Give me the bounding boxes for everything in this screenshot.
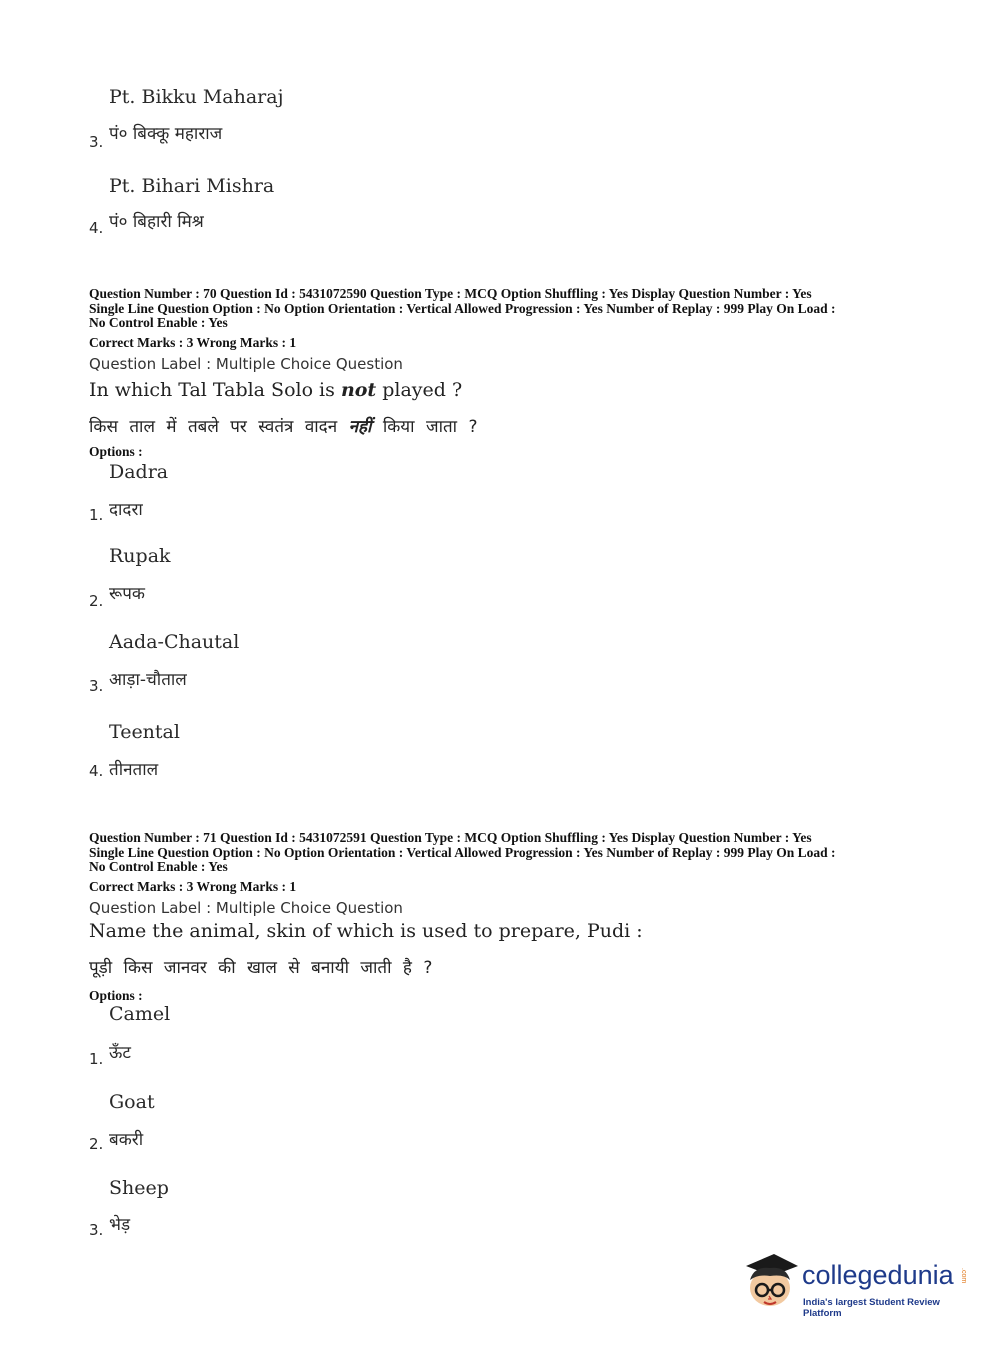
question-text-english [89, 379, 462, 401]
option-1-number: 1. [89, 506, 104, 524]
option-2-hindi[interactable]: बकरी [109, 1130, 144, 1150]
meta-line-1: Question Number : 71 Question Id : 5431072591 Question Type : MCQ Option Shuffling : Yes Display Question Number : Yes [89, 830, 812, 845]
question-text-hindi: पूड़ी किस जानवर की खाल से बनायी जाती है ? [89, 958, 433, 978]
option-1-english[interactable]: Camel [109, 1003, 171, 1025]
option-1-hindi[interactable]: दादरा [109, 500, 143, 520]
meta-line-3: No Control Enable : Yes [89, 859, 228, 874]
options-label: Options : [89, 444, 143, 459]
question-text-hindi [89, 414, 478, 437]
meta-line-2: Single Line Question Option : No Option Orientation : Vertical Allowed Progression : Yes Number of Replay : 999 Play On Load : [89, 844, 836, 860]
options-label: Options : [89, 988, 143, 1003]
option-3-english[interactable]: Aada-Chautal [109, 631, 240, 653]
option-1-hindi[interactable]: ऊँट [109, 1043, 131, 1063]
question-marks: Correct Marks : 3 Wrong Marks : 1 [89, 335, 297, 350]
question-meta [89, 831, 919, 875]
option-3-hindi: पं० बिक्कू महाराज [109, 124, 223, 144]
meta-line-1: Question Number : 70 Question Id : 5431072590 Question Type : MCQ Option Shuffling : Yes Display Question Number : Yes [89, 286, 812, 301]
option-3-number: 3. [89, 677, 104, 695]
option-4-number: 4. [89, 762, 104, 780]
option-4-english: Pt. Bihari Mishra [109, 175, 275, 197]
meta-line-3: No Control Enable : Yes [89, 315, 228, 330]
option-1-number: 1. [89, 1050, 104, 1068]
question-label: Question Label : Multiple Choice Question [89, 355, 403, 373]
logo-tagline: India's largest Student Review Platform [803, 1297, 940, 1319]
option-3-number: 3. [89, 1221, 104, 1239]
option-4-number: 4. [89, 219, 104, 237]
option-2-number: 2. [89, 1135, 104, 1153]
option-2-english[interactable]: Goat [109, 1091, 155, 1113]
question-text-hi-part: किया जाता ? [371, 417, 478, 437]
option-4-hindi[interactable]: तीनताल [109, 760, 159, 780]
option-3-hindi[interactable]: आड़ा-चौताल [109, 670, 187, 690]
question-text-english: Name the animal, skin of which is used to prepare, Pudi : [89, 920, 643, 942]
option-4-english[interactable]: Teental [109, 721, 180, 743]
option-2-number: 2. [89, 592, 104, 610]
option-4-hindi: पं० बिहारी मिश्र [109, 212, 204, 232]
option-2-english[interactable]: Rupak [109, 545, 171, 567]
option-3-english: Pt. Bikku Maharaj [109, 86, 284, 108]
option-2-hindi[interactable]: रूपक [109, 584, 145, 604]
question-text-en-part: In which Tal Tabla Solo is [89, 379, 341, 401]
logo-wordmark: collegedunia [802, 1260, 954, 1290]
option-3-hindi[interactable]: भेड़ [109, 1215, 131, 1235]
collegedunia-logo [740, 1248, 970, 1318]
question-text-en-part: played ? [376, 379, 463, 401]
option-3-number: 3. [89, 133, 104, 151]
question-label: Question Label : Multiple Choice Question [89, 899, 403, 917]
question-text-en-emphasis: not [340, 379, 377, 401]
option-1-english[interactable]: Dadra [109, 461, 169, 483]
mascot-icon [740, 1250, 802, 1312]
option-3-english[interactable]: Sheep [109, 1177, 169, 1199]
question-text-hi-emphasis: नहीं [348, 417, 372, 437]
question-marks: Correct Marks : 3 Wrong Marks : 1 [89, 879, 297, 894]
meta-line-2: Single Line Question Option : No Option Orientation : Vertical Allowed Progression : Yes Number of Replay : 999 Play On Load : [89, 300, 836, 316]
question-text-hi-part: किस ताल में तबले पर स्वतंत्र वादन [89, 417, 349, 437]
question-meta [89, 287, 919, 331]
logo-com: .com [960, 1268, 967, 1284]
